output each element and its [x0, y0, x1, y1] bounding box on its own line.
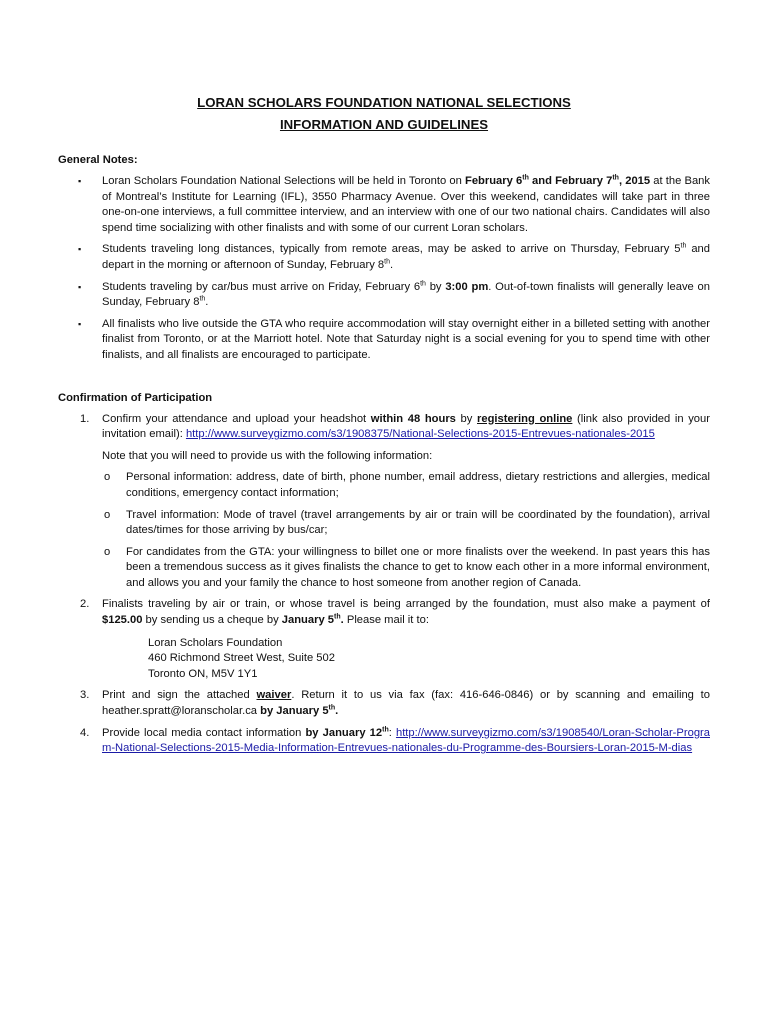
- list-item: [58, 174, 710, 236]
- title-line-1: LORAN SCHOLARS FOUNDATION NATIONAL SELECTIONS: [197, 95, 571, 110]
- text: February 6: [464, 175, 523, 187]
- waiver-link[interactable]: waiver: [256, 689, 292, 702]
- text: by sending us a cheque by: [142, 614, 282, 627]
- text: .: [335, 705, 339, 718]
- list-item: [58, 726, 710, 757]
- square-bullet-icon: ▪: [78, 176, 82, 186]
- superscript: th: [680, 242, 687, 250]
- text: Provide local media contact information: [102, 726, 306, 739]
- circle-bullet-icon: o: [104, 471, 111, 484]
- superscript: th: [334, 613, 341, 621]
- text: .: [205, 296, 209, 309]
- text: For candidates from the GTA: your willingness to billet one or more finalists over the weekend. In past years this has been a tremendous success as it gives finalists the chance to get to know each other in a more informal environment, and allows you and your family the chance to host someone from another region of Canada.: [126, 545, 710, 589]
- text: and depart in the morning or afternoon of Sunday, February 8: [102, 243, 710, 271]
- text: Confirm your attendance and upload your headshot: [102, 412, 371, 425]
- superscript: th: [382, 725, 389, 733]
- text: Students traveling long distances, typically from remote areas, may be asked to arrive on Thursday, February 5: [102, 243, 681, 256]
- superscript: th: [420, 279, 426, 287]
- emphasis: registering online: [477, 412, 573, 425]
- confirmation-steps: [58, 412, 710, 757]
- circle-bullet-icon: o: [104, 508, 111, 521]
- text: Travel information: Mode of travel (travel arrangements by air or train will be coordinated by the foundation), arrival dates/times for those arriving by bus/car;: [126, 508, 710, 537]
- text: Students traveling by car/bus must arrive on Friday, February 6: [102, 280, 421, 293]
- text: Loran Scholars Foundation National Selections will be held in Toronto on: [102, 175, 465, 187]
- text: by January 12: [305, 726, 383, 739]
- item-number: 3.: [80, 689, 90, 702]
- square-bullet-icon: ▪: [78, 244, 82, 255]
- mailing-address: [148, 636, 710, 683]
- list-item: [58, 242, 710, 273]
- emphasis: [305, 727, 388, 739]
- text: All finalists who live outside the GTA who require accommodation will stay overnight either in a billeted setting with another finalist from Toronto, or at the Marriott hotel. Note that Saturday night is a social evening for you to spend time with other finalists, and all finalists are encouraged to participate.: [102, 317, 710, 361]
- text: Finalists traveling by air or train, or whose travel is being arranged by the foundation, must also make a payment of: [102, 598, 710, 611]
- list-item: [102, 545, 710, 592]
- text: by: [455, 412, 477, 425]
- address-line: Toronto ON, M5V 1Y1: [148, 667, 258, 680]
- superscript: th: [328, 704, 336, 712]
- text: . Out-of-town finalists will generally leave on Sunday, February 8: [102, 280, 710, 309]
- text: :: [388, 726, 396, 739]
- confirmation-heading: Confirmation of Participation: [58, 391, 213, 404]
- address-line: 460 Richmond Street West, Suite 502: [148, 652, 335, 665]
- superscript: th: [612, 174, 619, 182]
- list-item: [58, 597, 710, 682]
- superscript: th: [384, 258, 390, 266]
- emphasis: [282, 614, 344, 626]
- text: . Return it to us via fax (fax: 416-646-0846) or by scanning and emailing to heather.spratt@loranscholar.ca: [102, 689, 710, 718]
- emphasis: [465, 175, 650, 187]
- list-item: [58, 317, 710, 364]
- emphasis: within 48 hours: [370, 412, 456, 425]
- superscript: th: [199, 295, 206, 303]
- list-item: [58, 280, 710, 311]
- document-title: [58, 92, 710, 136]
- item-number: 4.: [80, 726, 90, 739]
- text: by: [425, 280, 446, 293]
- superscript: th: [522, 174, 529, 182]
- text: at the Bank of Montreal’s Institute for Learning (IFL), 3550 Pharmacy Avenue. Over this weekend, candidates will take part in three one-on-one interviews, a full committee interview, and an interview with one of our two national chairs. Candidates will also spend time socializing with other finalists and with some of our current Loran scholars.: [102, 175, 710, 234]
- address-line: Loran Scholars Foundation: [148, 636, 283, 649]
- square-bullet-icon: ▪: [78, 281, 82, 292]
- media-info-link[interactable]: http://www.surveygizmo.com/s3/1908540/Loran-Scholar-Program-National-Selections-2015-Media-Information-Entrevues-nationales-du-Programme-des-Boursiers-Loran-2015-M-dias: [102, 726, 710, 755]
- emphasis: [260, 705, 338, 717]
- text: ,: [618, 175, 626, 187]
- list-item: [102, 470, 710, 501]
- title-line-2: INFORMATION AND GUIDELINES: [279, 117, 489, 132]
- text: and February 7: [528, 175, 613, 187]
- list-item: [58, 412, 710, 592]
- list-item: [58, 688, 710, 719]
- general-notes-list: [58, 174, 710, 364]
- square-bullet-icon: ▪: [78, 318, 82, 329]
- text: Personal information: address, date of birth, phone number, email address, dietary restrictions and allergies, medical conditions, emergency contact information;: [126, 471, 710, 499]
- text: 2015: [625, 175, 651, 187]
- emphasis: $125.00: [102, 614, 143, 627]
- text: .: [389, 258, 394, 271]
- circle-bullet-icon: o: [104, 545, 111, 558]
- text: (link also provided in your invitation email):: [102, 412, 710, 441]
- text: Please mail it to:: [343, 614, 429, 627]
- text: by January 5: [260, 705, 329, 718]
- text: .: [340, 614, 344, 627]
- text: Print and sign the attached: [102, 689, 257, 702]
- list-item: [102, 508, 710, 539]
- text: January 5: [281, 614, 335, 627]
- general-notes-heading: General Notes:: [58, 154, 138, 166]
- note-text: Note that you will need to provide us with the following information:: [102, 449, 433, 462]
- emphasis: 3:00 pm: [445, 280, 489, 293]
- item-number: 1.: [80, 412, 90, 425]
- required-info-list: [102, 470, 710, 591]
- item-number: 2.: [80, 598, 90, 611]
- registration-link[interactable]: http://www.surveygizmo.com/s3/1908375/National-Selections-2015-Entrevues-nationales-2015: [185, 428, 655, 441]
